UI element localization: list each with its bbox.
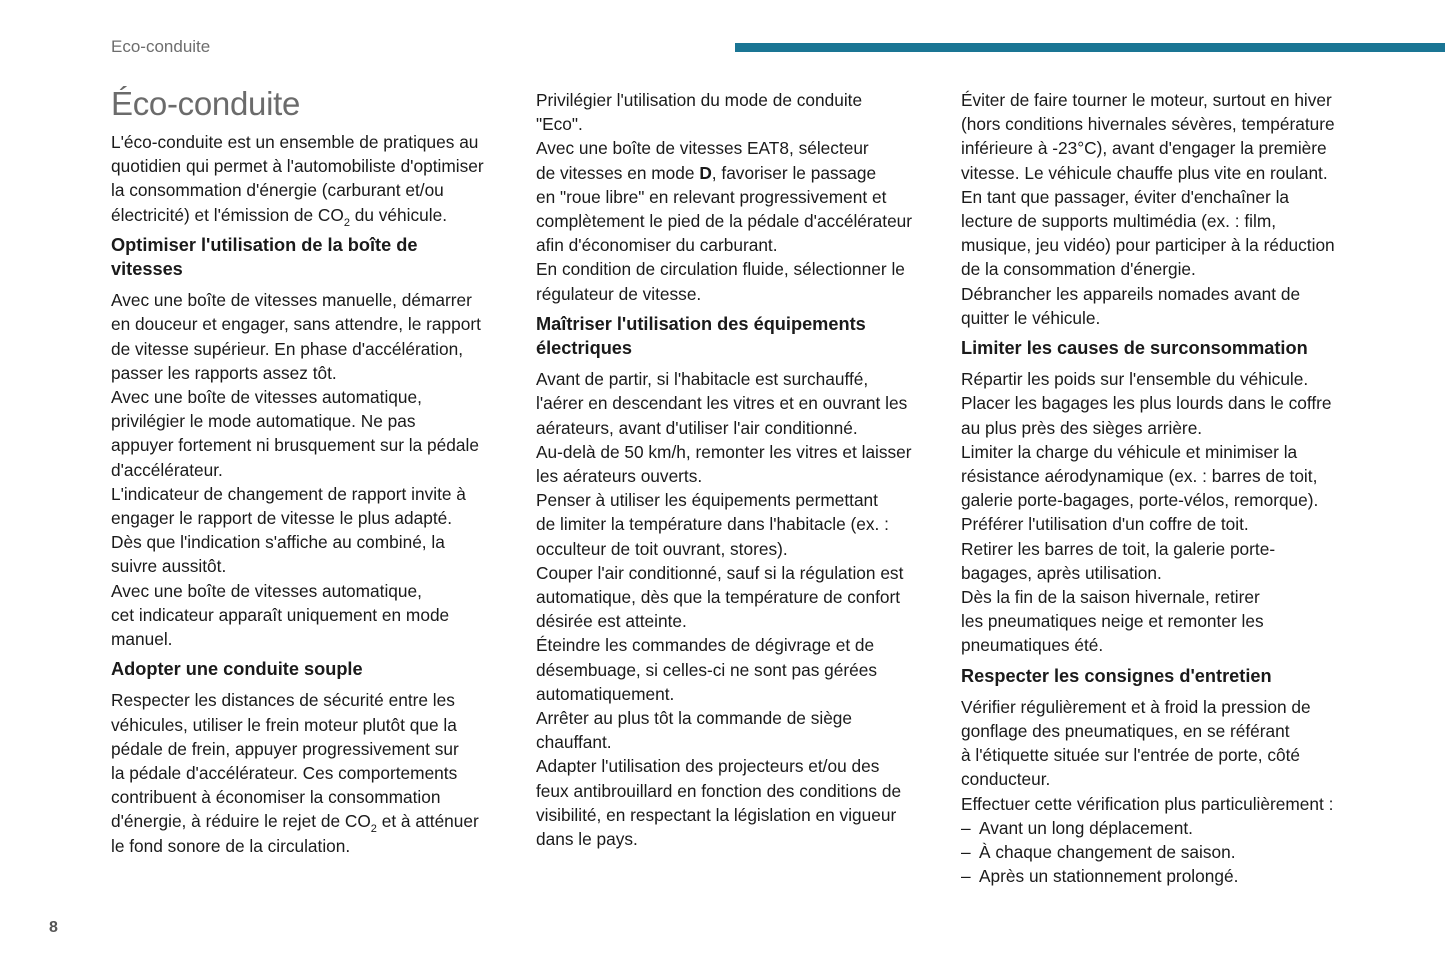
maintenance-heading: Respecter les consignes d'entretien <box>961 665 1272 686</box>
electrical-paragraph: Avant de partir, si l'habitacle est surchauffé, l'aérer en descendant les vitres et en ouvrant les aérateurs, avant d'utiliser l'air conditionné. <box>536 369 908 438</box>
gearbox-paragraph-4: Avec une boîte de vitesses automatique, cet indicateur apparaît uniquement en mode manuel. <box>111 580 450 650</box>
overconsumption-heading: Limiter les causes de surconsommation <box>961 338 1308 359</box>
dash-bullet: – <box>961 842 971 863</box>
overconsumption-paragraph: Limiter la charge du véhicule et minimiser la résistance aérodynamique (ex. : barres de toit, galerie porte-bagages, porte-vélos, remorque). Préférer l'utilisation d'un coffre de toit. <box>961 441 1319 535</box>
gearbox-paragraph-2: Avec une boîte de vitesses automatique, privilégier le mode automatique. Ne pas appuyer fortement ni brusquement sur la pédale d'accélérateur. <box>111 387 479 480</box>
gearbox-paragraph-3: L'indicateur de changement de rapport invite à engager le rapport de vitesse le plus adapté. Dès que l'indication s'affiche au combiné, la suivre aussitôt. <box>111 483 466 577</box>
eco-mode-paragraph: Privilégier l'utilisation du mode de conduite "Eco". <box>536 90 863 135</box>
smooth-driving-paragraph <box>111 688 511 857</box>
list-item-text: Après un stationnement prolongé. <box>979 866 1239 887</box>
column-3 <box>961 88 1361 889</box>
overconsumption-paragraph: Dès la fin de la saison hivernale, retirer les pneumatiques neige et remonter les pneumatiques été. <box>961 587 1264 656</box>
intro-subscript: 2 <box>343 216 350 229</box>
running-header: Eco-conduite <box>111 37 211 56</box>
list-item-text: Avant un long déplacement. <box>979 817 1193 838</box>
list-item <box>961 864 1361 888</box>
page-title: Éco-conduite <box>111 85 301 122</box>
intro-paragraph <box>111 130 511 227</box>
electrical-paragraph: Arrêter au plus tôt la commande de siège chauffant. <box>536 708 853 753</box>
cruise-control-paragraph: En condition de circulation fluide, sélectionner le régulateur de vitesse. <box>536 259 905 304</box>
list-item-text: À chaque changement de saison. <box>979 842 1236 863</box>
smooth-subscript: 2 <box>370 823 377 836</box>
eat8-text-before: Avec une boîte de vitesses EAT8, sélecteur de vitesses en mode <box>536 138 869 183</box>
engine-warmup-paragraph: Éviter de faire tourner le moteur, surtout en hiver (hors conditions hivernales sévères, température inférieure à -23°C), avant d'engager la première vitesse. Le véhicule chauffe plus vite en roulant. <box>961 90 1335 183</box>
smooth-driving-heading: Adopter une conduite souple <box>111 659 363 680</box>
electrical-paragraph: Couper l'air conditionné, sauf si la régulation est automatique, dès que la température de confort désirée est atteinte. <box>536 562 904 632</box>
eat8-mode-d: D <box>699 162 712 183</box>
page-number: 8 <box>49 919 58 936</box>
eat8-text-after: , favoriser le passage en "roue libre" en relevant progressivement et complètement le pied de la pédale d'accélérateur afin d'économiser du carburant. <box>536 162 913 256</box>
tyre-pressure-paragraph: Vérifier régulièrement et à froid la pression de gonflage des pneumatiques, en se référant à l'étiquette située sur l'entrée de porte, côté conducteur. <box>961 696 1311 790</box>
list-item <box>961 840 1361 864</box>
header-accent-bar <box>735 43 1445 52</box>
smooth-text-before: Respecter les distances de sécurité entre les véhicules, utiliser le frein moteur plutôt que la pédale de frein, appuyer progressivement sur la pédale d'accélérateur. Ces comportements contribuent à économiser la consommation d'énergie, à réduire le rejet de CO <box>111 690 459 832</box>
electrical-paragraph: Au-delà de 50 km/h, remonter les vitres et laisser les aérateurs ouverts. <box>536 441 912 487</box>
electrical-paragraph: Éteindre les commandes de dégivrage et de désembuage, si celles-ci ne sont pas gérées automatiquement. <box>536 635 878 704</box>
column-1 <box>111 84 511 858</box>
eat8-paragraph <box>536 136 936 257</box>
column-2 <box>536 88 936 851</box>
smooth-text-after: et à atténuer le fond sonore de la circulation. <box>111 811 479 856</box>
check-timing-list <box>961 816 1361 889</box>
gearbox-heading: Optimiser l'utilisation de la boîte de vitesses <box>111 234 418 280</box>
intro-text-after: du véhicule. <box>349 204 447 225</box>
electrical-paragraph: Penser à utiliser les équipements permettant de limiter la température dans l'habitacle (ex. : occulteur de toit ouvrant, stores). <box>536 490 889 559</box>
electrical-heading: Maîtriser l'utilisation des équipements électriques <box>536 313 866 359</box>
dash-bullet: – <box>961 866 971 887</box>
check-timing-paragraph: Effectuer cette vérification plus particulièrement : <box>961 793 1334 814</box>
intro-text-before: L'éco-conduite est un ensemble de pratiques au quotidien qui permet à l'automobiliste d'optimiser la consommation d'énergie (carburant et/ou électricité) et l'émission de CO <box>111 132 484 225</box>
list-item <box>961 816 1361 840</box>
gearbox-paragraph-1: Avec une boîte de vitesses manuelle, démarrer en douceur et engager, sans attendre, le rapport de vitesse supérieur. En phase d'accélération, passer les rapports assez tôt. <box>111 290 481 383</box>
electrical-paragraph: Adapter l'utilisation des projecteurs et/ou des feux antibrouillard en fonction des conditions de visibilité, en respectant la législation en vigueur dans le pays. <box>536 756 902 850</box>
unplug-devices-paragraph: Débrancher les appareils nomades avant de quitter le véhicule. <box>961 283 1301 328</box>
overconsumption-paragraph: Répartir les poids sur l'ensemble du véhicule. Placer les bagages les plus lourds dans le coffre au plus près des sièges arrière. <box>961 369 1332 438</box>
dash-bullet: – <box>961 817 971 838</box>
passenger-paragraph: En tant que passager, éviter d'enchaîner la lecture de supports multimédia (ex. : film, musique, jeu vidéo) pour participer à la réduction de la consommation d'énergie. <box>961 186 1335 280</box>
overconsumption-paragraph: Retirer les barres de toit, la galerie porte- bagages, après utilisation. <box>961 538 1276 583</box>
